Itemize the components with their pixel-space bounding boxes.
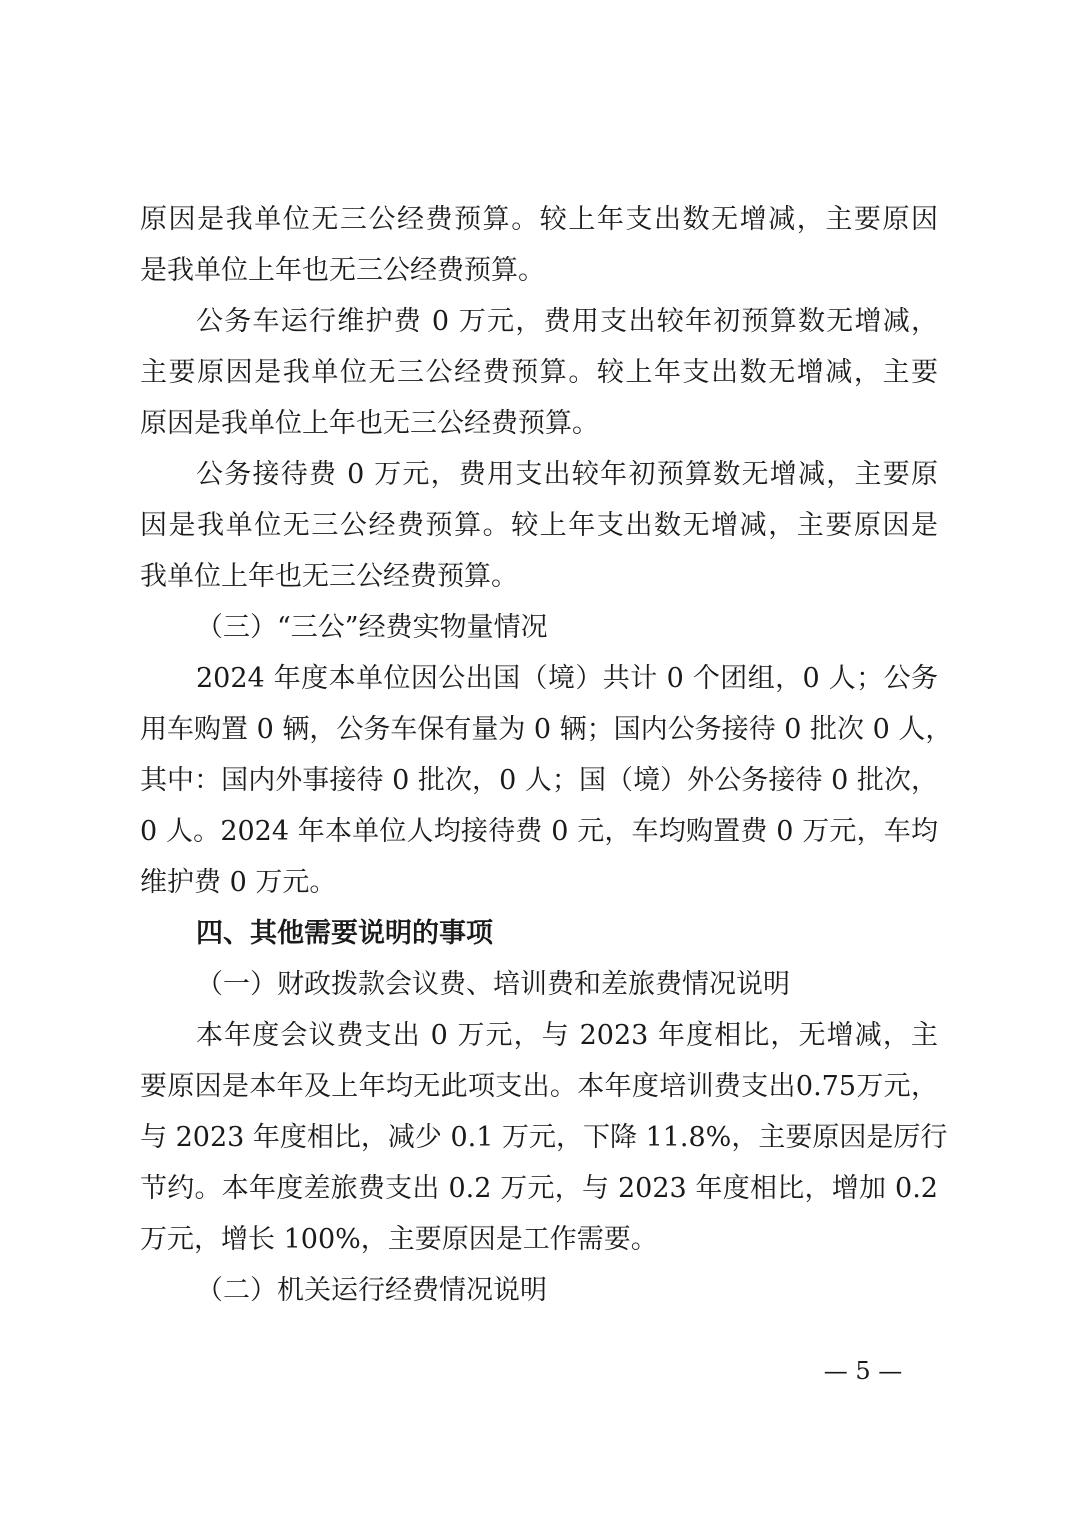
- body-text-line: 用车购置 0 辆，公务车保有量为 0 辆；国内公务接待 0 批次 0 人，: [140, 714, 953, 745]
- body-text-line: 维护费 0 万元。: [140, 867, 337, 898]
- body-text-line: 2024 年度本单位因公出国（境）共计 0 个团组，0 人；公务: [196, 663, 938, 694]
- body-text-line: 原因是我单位上年也无三公经费预算。: [140, 408, 599, 439]
- body-text-line: 因是我单位无三公经费预算。较上年支出数无增减，主要原因是: [140, 510, 938, 541]
- body-text-line: 其中：国内外事接待 0 批次，0 人；国（境）外公务接待 0 批次，: [140, 765, 938, 796]
- section-subheading: （三）“三公”经费实物量情况: [196, 612, 548, 643]
- section-subheading: （二）机关运行经费情况说明: [196, 1275, 547, 1306]
- section-subheading: （一）财政拨款会议费、培训费和差旅费情况说明: [196, 969, 790, 1000]
- body-text-line: 节约。本年度差旅费支出 0.2 万元，与 2023 年度相比，增加 0.2: [140, 1173, 938, 1204]
- page-number: — 5 —: [823, 1357, 903, 1385]
- body-text-line: 与 2023 年度相比，减少 0.1 万元，下降 11.8%，主要原因是厉行: [140, 1122, 948, 1153]
- body-text-line: 原因是我单位无三公经费预算。较上年支出数无增减，主要原因: [140, 204, 938, 235]
- body-text-line: 要原因是本年及上年均无此项支出。本年度培训费支出0.75万元，: [140, 1071, 938, 1102]
- body-text-line: 公务车运行维护费 0 万元，费用支出较年初预算数无增减，: [196, 306, 938, 337]
- body-text-line: 万元，增长 100%，主要原因是工作需要。: [140, 1224, 658, 1255]
- body-text-line: 本年度会议费支出 0 万元，与 2023 年度相比，无增减，主: [196, 1020, 938, 1051]
- body-text-line: 主要原因是我单位无三公经费预算。较上年支出数无增减，主要: [140, 357, 938, 388]
- section-heading: 四、其他需要说明的事项: [196, 918, 493, 949]
- body-text-line: 我单位上年也无三公经费预算。: [140, 561, 518, 592]
- body-text-line: 公务接待费 0 万元，费用支出较年初预算数无增减，主要原: [196, 459, 938, 490]
- body-text-line: 是我单位上年也无三公经费预算。: [140, 255, 545, 286]
- body-text-line: 0 人。2024 年本单位人均接待费 0 元，车均购置费 0 万元，车均: [140, 816, 938, 847]
